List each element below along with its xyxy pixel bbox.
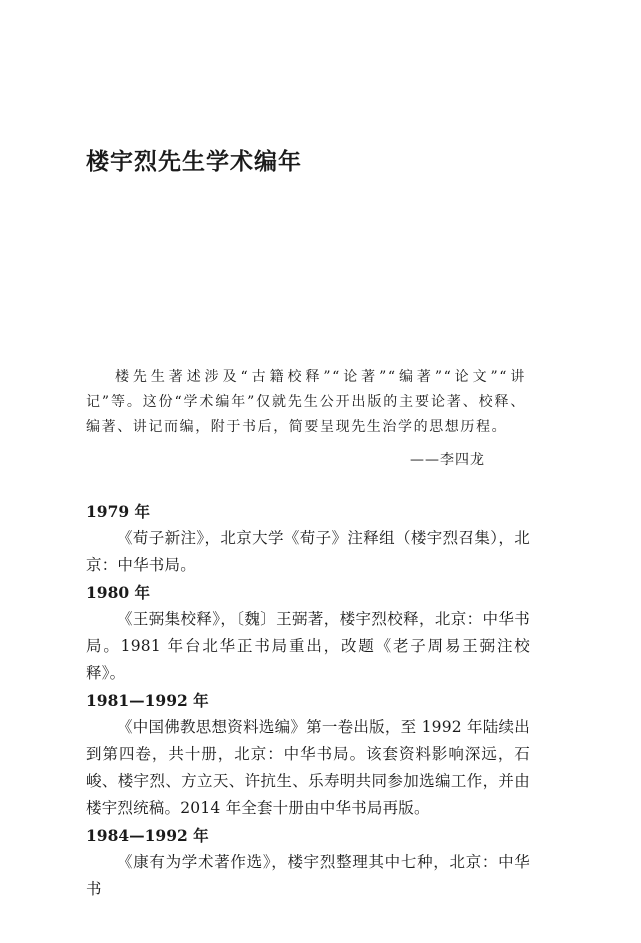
chronology-entry [86,687,530,822]
entry-text: 《康有为学术著作选》，楼宇烈整理其中七种，北京：中华书 [86,853,530,898]
chronology-list [86,498,530,903]
entry-year: 1979 年 [86,502,151,521]
preface-text: 楼先生著述涉及“古籍校释”“论著”“编著”“论文”“讲记”等。这份“学术编年”仅就先生公开出版的主要论著、校释、编著、讲记而编，附于书后，简要呈现先生治学的思想历程。 [86,369,526,435]
chronology-entry [86,822,530,903]
entry-text: 《荀子新注》，北京大学《荀子》注释组（楼宇烈召集），北京：中华书局。 [86,529,530,574]
entry-text: 《王弼集校释》，〔魏〕王弼著，楼宇烈校释，北京：中华书局。1981 年台北华正书局重出，改题《老子周易王弼注校释》。 [86,610,530,682]
entry-year: 1981—1992 年 [86,691,209,710]
page-title: 楼宇烈先生学术编年 [86,149,302,175]
chronology-entry [86,579,530,687]
entry-year: 1984—1992 年 [86,826,209,845]
entry-year: 1980 年 [86,583,151,602]
preface-author: ——李四龙 [410,452,485,468]
entry-text: 《中国佛教思想资料选编》第一卷出版，至 1992 年陆续出到第四卷，共十册，北京：中华书局。该套资料影响深远，石峻、楼宇烈、方立天、许抗生、乐寿明共同参加选编工作，并由楼宇烈统稿。2014 年全套十册由中华书局再版。 [86,718,530,817]
chronology-entry [86,498,530,579]
